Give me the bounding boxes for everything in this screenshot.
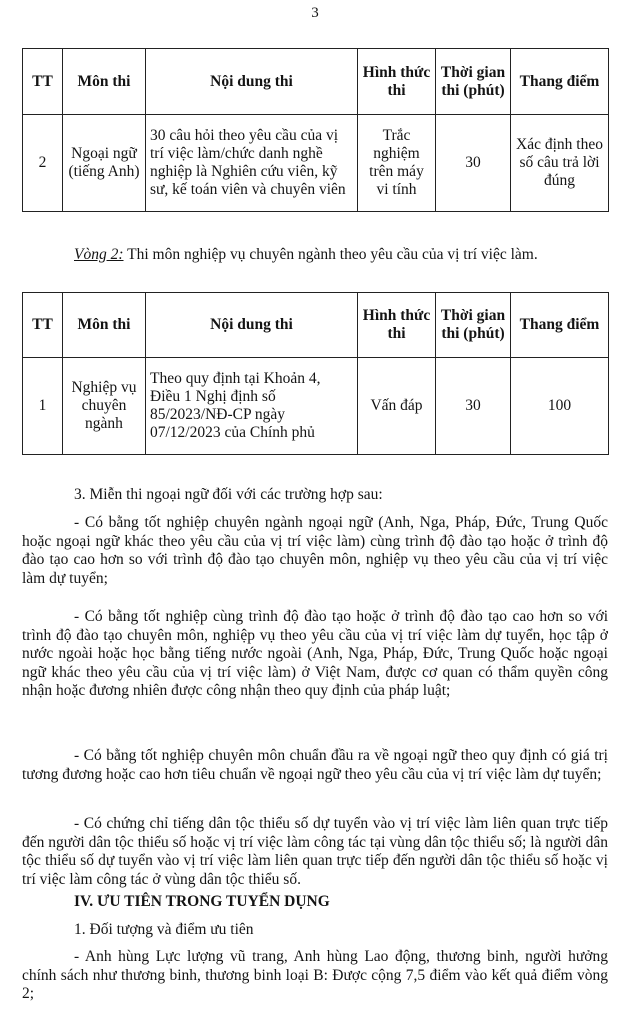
exemption-item-3: - Có bằng tốt nghiệp chuyên môn chuẩn đầu ra về ngoại ngữ theo quy định có giá trị tương đương hoặc cao hơn tiêu chuẩn về ngoại ngữ theo yêu cầu của vị trí việc làm dự tuyển;	[22, 747, 608, 783]
exemption-item-1: - Có bằng tốt nghiệp chuyên ngành ngoại ngữ (Anh, Nga, Pháp, Đức, Trung Quốc hoặc ngoại ngữ khác theo yêu cầu của vị trí việc làm) cùng trình độ đào tạo hoặc ở trình độ đào tạo cao hơn so với trình độ đào tạo chuyên môn, nghiệp vụ theo yêu cầu của vị trí việc làm dự tuyển;	[22, 514, 608, 587]
cell-score: 100	[511, 358, 609, 455]
cell-format: Vấn đáp	[358, 358, 436, 455]
header-time: Thời gian thi (phút)	[436, 293, 511, 358]
cell-time: 30	[436, 115, 511, 212]
header-time: Thời gian thi (phút)	[436, 49, 511, 115]
cell-subject: Nghiệp vụ chuyên ngành	[63, 358, 146, 455]
section-heading: IV. ƯU TIÊN TRONG TUYỂN DỤNG	[74, 893, 330, 910]
subsection-title: 1. Đối tượng và điểm ưu tiên	[74, 921, 254, 938]
header-subject: Môn thi	[63, 49, 146, 115]
header-tt: TT	[23, 293, 63, 358]
cell-content: Theo quy định tại Khoản 4, Điều 1 Nghị định số 85/2023/NĐ-CP ngày 07/12/2023 của Chính phủ	[146, 358, 358, 455]
table-row	[23, 115, 609, 212]
round2-label: Vòng 2:	[74, 246, 124, 263]
cell-tt: 1	[23, 358, 63, 455]
cell-tt: 2	[23, 115, 63, 212]
round2-paragraph	[22, 246, 608, 265]
exemption-item-2: - Có bằng tốt nghiệp cùng trình độ đào tạo hoặc ở trình độ đào tạo cao hơn so với trình độ đào tạo chuyên môn, nghiệp vụ theo yêu cầu của vị trí việc làm dự tuyển, học tập ở nước ngoài hoặc học bằng tiếng nước ngoài (Anh, Nga, Pháp, Đức, Trung Quốc hoặc ngoại ngữ khác theo yêu cầu của vị trí việc làm) ở Việt Nam, được cơ quan có thẩm quyền công nhận hoặc đương nhiên được công nhận theo quy định của pháp luật;	[22, 608, 608, 699]
cell-score: Xác định theo số câu trả lời đúng	[511, 115, 609, 212]
header-format: Hình thức thi	[358, 49, 436, 115]
header-format: Hình thức thi	[358, 293, 436, 358]
cell-format: Trắc nghiệm trên máy vi tính	[358, 115, 436, 212]
header-tt: TT	[23, 49, 63, 115]
table-header-row	[23, 293, 609, 358]
table-row	[23, 358, 609, 455]
header-content: Nội dung thi	[146, 293, 358, 358]
cell-content: 30 câu hỏi theo yêu cầu của vị trí việc làm/chức danh nghề nghiệp là Nghiên cứu viên, kỹ sư, kế toán viên và chuyên viên	[146, 115, 358, 212]
cell-time: 30	[436, 358, 511, 455]
table-header-row	[23, 49, 609, 115]
header-subject: Môn thi	[63, 293, 146, 358]
exemption-item-4: - Có chứng chỉ tiếng dân tộc thiểu số dự tuyển vào vị trí việc làm liên quan trực tiếp đến người dân tộc thiểu số hoặc vị trí việc làm công tác tại vùng dân tộc thiểu số; là người dân tộc thiểu số dự tuyển vào vị trí việc làm liên quan trực tiếp đến người dân tộc thiểu số hoặc vị trí việc làm công tác ở vùng dân tộc thiểu số.	[22, 815, 608, 888]
header-score: Thang điểm	[511, 49, 609, 115]
header-score: Thang điểm	[511, 293, 609, 358]
exam-table-foreign-language	[22, 48, 609, 212]
exam-table-professional	[22, 292, 609, 455]
header-content: Nội dung thi	[146, 49, 358, 115]
exemption-title: 3. Miễn thi ngoại ngữ đối với các trường hợp sau:	[74, 486, 383, 503]
round2-text: Thi môn nghiệp vụ chuyên ngành theo yêu cầu của vị trí việc làm.	[123, 246, 538, 263]
page-number: 3	[311, 5, 319, 21]
cell-subject: Ngoại ngữ (tiếng Anh)	[63, 115, 146, 212]
priority-item: - Anh hùng Lực lượng vũ trang, Anh hùng Lao động, thương binh, người hưởng chính sách như thương binh, thương binh loại B: Được cộng 7,5 điểm vào kết quả điểm vòng 2;	[22, 948, 608, 1002]
